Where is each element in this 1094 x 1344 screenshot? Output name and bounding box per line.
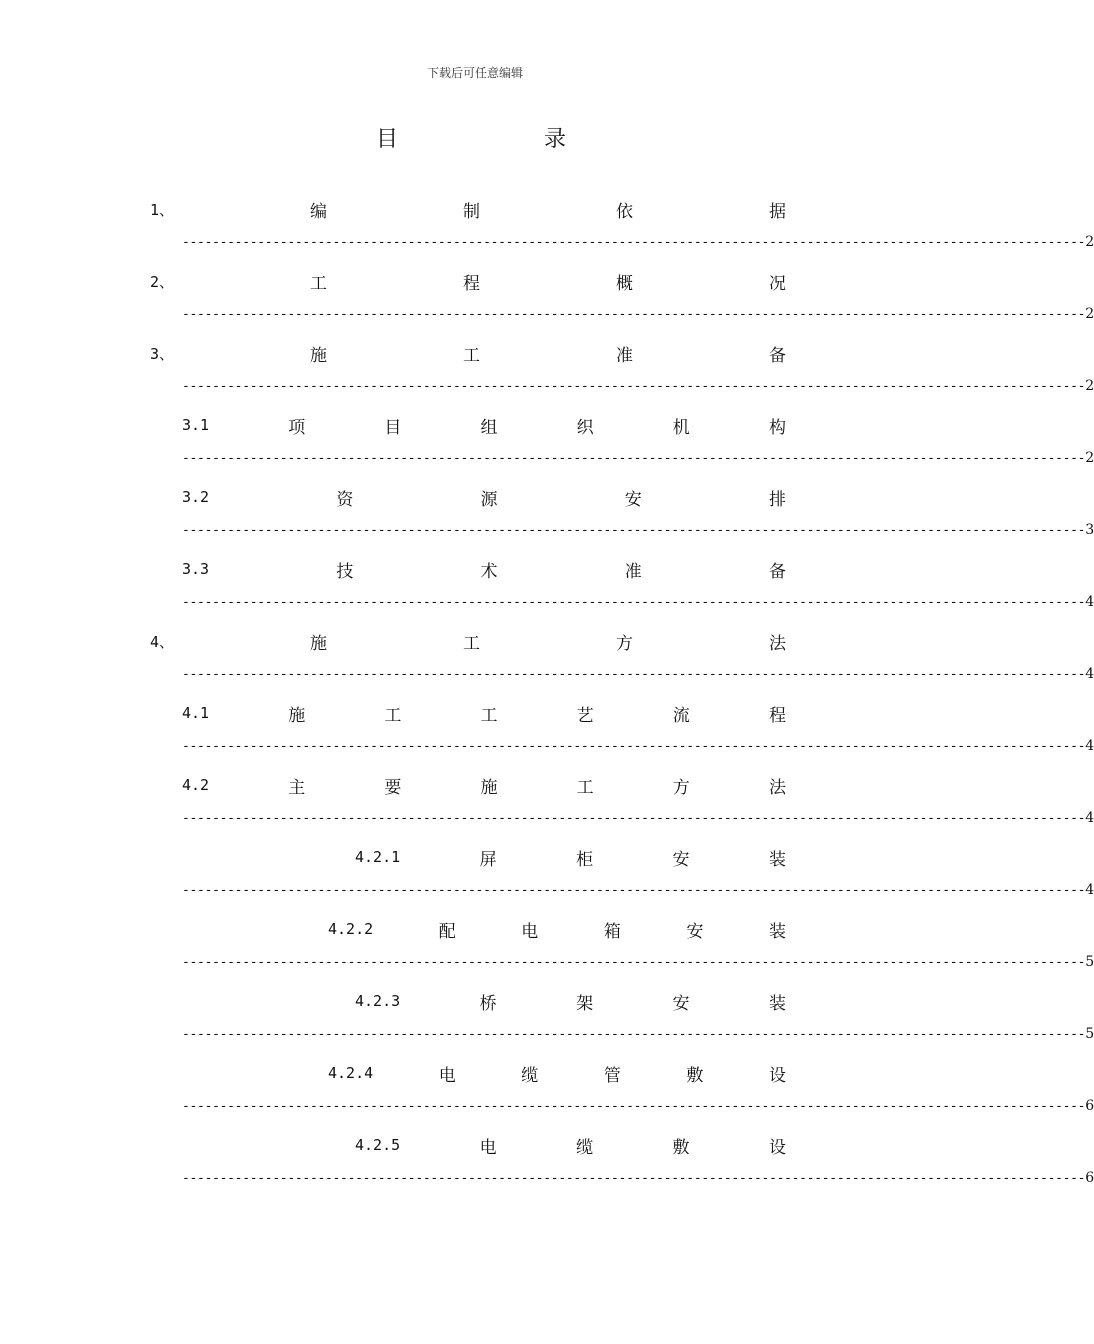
toc-entry-heading	[150, 340, 786, 366]
toc-entry-page: 4	[1085, 882, 1094, 898]
toc-entry-char: 备	[768, 345, 786, 366]
toc-entry-heading	[182, 556, 786, 582]
toc-entry-char: 架	[576, 993, 594, 1014]
toc-entry-char: 资	[336, 489, 354, 510]
toc-entry-leader	[182, 304, 1094, 324]
toc-entry[interactable]	[0, 484, 1094, 556]
toc-entry-char: 工	[310, 273, 328, 294]
toc-entry-char: 项	[288, 417, 306, 438]
toc-entry-heading	[182, 484, 786, 510]
toc-entry[interactable]	[0, 700, 1094, 772]
toc-entry-number: 4、	[150, 632, 175, 651]
toc-entry-heading	[182, 412, 786, 438]
toc-entry-leader	[182, 952, 1094, 972]
title-char: 录	[544, 127, 567, 152]
toc-entry-char: 主	[288, 777, 306, 798]
toc-entry-char: 程	[463, 273, 480, 294]
toc-entry-char: 电	[521, 921, 539, 942]
toc-entry-char: 机	[672, 417, 690, 438]
toc-entry-number: 3.3	[182, 560, 210, 578]
toc-entry-char: 排	[768, 489, 786, 510]
toc-entry[interactable]	[0, 916, 1094, 988]
toc-entry-char: 法	[768, 777, 786, 798]
toc-entry[interactable]	[0, 1132, 1094, 1204]
toc-entry-char: 设	[768, 1137, 786, 1158]
toc-entry-char: 艺	[576, 705, 594, 726]
dash-leader: ------------------------------------------------------------------------------------------------------------------------	[182, 738, 1086, 754]
toc-entry-leader	[182, 880, 1094, 900]
toc-entry-page: 4	[1085, 810, 1094, 826]
toc-entry-char: 织	[576, 417, 594, 438]
toc-entry-char: 安	[624, 489, 642, 510]
toc-entry-char: 准	[615, 345, 633, 366]
toc-entry-char: 缆	[576, 1137, 594, 1158]
toc-entry-page: 2	[1085, 378, 1094, 394]
dash-leader: ------------------------------------------------------------------------------------------------------------------------	[182, 306, 1086, 322]
toc-entry-char: 施	[310, 633, 328, 654]
toc-entry-char: 方	[615, 633, 633, 654]
toc-entry[interactable]	[0, 412, 1094, 484]
dash-leader: ------------------------------------------------------------------------------------------------------------------------	[182, 1170, 1086, 1186]
dash-leader: ------------------------------------------------------------------------------------------------------------------------	[182, 1098, 1086, 1114]
toc-entry-char: 施	[288, 705, 306, 726]
toc-entry-char: 制	[463, 201, 480, 222]
toc-entry-page: 5	[1085, 1026, 1094, 1042]
dash-leader: ------------------------------------------------------------------------------------------------------------------------	[182, 1026, 1086, 1042]
toc-entry-char: 装	[768, 993, 786, 1014]
dash-leader: ------------------------------------------------------------------------------------------------------------------------	[182, 594, 1086, 610]
header-note: 下载后可任意编辑	[426, 66, 523, 80]
toc-entry-leader	[182, 1096, 1094, 1116]
toc-entry-number: 3.2	[182, 488, 210, 506]
toc-entry-char: 安	[672, 993, 690, 1014]
toc-entry-char: 依	[615, 201, 633, 222]
toc-entry-char: 设	[768, 1065, 786, 1086]
toc-entry-number: 4.1	[182, 704, 210, 722]
toc-entry-page: 4	[1085, 738, 1094, 754]
toc-entry-leader	[182, 1024, 1094, 1044]
toc-entry-char: 配	[438, 921, 456, 942]
toc-entry[interactable]	[0, 340, 1094, 412]
toc-entry[interactable]	[0, 772, 1094, 844]
toc-entry-char: 敷	[672, 1137, 690, 1158]
toc-entry-char: 据	[768, 201, 786, 222]
toc-entry-char: 敷	[686, 1065, 704, 1086]
toc-entry-char: 术	[480, 561, 498, 582]
toc-entry[interactable]	[0, 556, 1094, 628]
toc-entry-char: 构	[768, 417, 786, 438]
toc-entry[interactable]	[0, 196, 1094, 268]
toc-entry-char: 备	[768, 561, 786, 582]
toc-entry-char: 屏	[479, 849, 497, 870]
toc-entry-page: 2	[1085, 234, 1094, 250]
toc-entry-char: 柜	[576, 849, 594, 870]
toc-entry-page: 3	[1085, 522, 1094, 538]
toc-entry-number: 3、	[150, 344, 175, 363]
toc-entry-heading	[150, 196, 786, 222]
toc-entry-leader	[182, 232, 1094, 252]
toc-entry[interactable]	[0, 988, 1094, 1060]
toc-entry-char: 流	[672, 705, 690, 726]
toc-entry-number: 4.2.2	[328, 920, 374, 938]
toc-entry-leader	[182, 664, 1094, 684]
toc-entry-char: 缆	[521, 1065, 539, 1086]
toc-entry-char: 安	[672, 849, 690, 870]
toc-entry-heading	[150, 628, 786, 654]
toc-entry[interactable]	[0, 268, 1094, 340]
toc-entry-char: 工	[480, 705, 498, 726]
toc-entry[interactable]	[0, 844, 1094, 916]
toc-entry-number: 4.2.3	[355, 992, 401, 1010]
toc-entry-heading	[355, 988, 786, 1014]
toc-entry-heading	[355, 844, 786, 870]
toc-entry-page: 5	[1085, 954, 1094, 970]
toc-entry-heading	[355, 1132, 786, 1158]
dash-leader: ------------------------------------------------------------------------------------------------------------------------	[182, 882, 1086, 898]
toc-entry-number: 4.2.1	[355, 848, 401, 866]
toc-entry-char: 目	[384, 417, 402, 438]
toc-entry-char: 源	[480, 489, 498, 510]
toc-entry-char: 箱	[603, 921, 621, 942]
toc-entry-char: 组	[480, 417, 498, 438]
toc-entry[interactable]	[0, 628, 1094, 700]
toc-entry-char: 概	[615, 273, 633, 294]
toc-entry-char: 施	[310, 345, 328, 366]
toc-entry[interactable]	[0, 1060, 1094, 1132]
toc-entry-char: 工	[463, 633, 480, 654]
toc-entry-heading	[182, 700, 786, 726]
dash-leader: ------------------------------------------------------------------------------------------------------------------------	[182, 450, 1086, 466]
toc-entry-number: 1、	[150, 200, 175, 219]
toc-entry-heading	[182, 772, 786, 798]
toc-entry-page: 6	[1085, 1170, 1094, 1186]
toc-entry-char: 安	[686, 921, 704, 942]
toc-entry-char: 电	[438, 1065, 456, 1086]
toc-entry-char: 电	[479, 1137, 497, 1158]
toc-entry-char: 工	[463, 345, 480, 366]
toc-entry-char: 法	[768, 633, 786, 654]
toc-entry-char: 要	[384, 777, 402, 798]
toc-entry-heading	[328, 916, 786, 942]
toc-entry-char: 准	[624, 561, 642, 582]
toc-entry-page: 6	[1085, 1098, 1094, 1114]
toc-entry-number: 4.2.4	[328, 1064, 374, 1082]
toc-entry-page: 2	[1085, 450, 1094, 466]
toc-entry-char: 管	[603, 1065, 621, 1086]
toc-entry-number: 4.2.5	[355, 1136, 401, 1154]
toc-entry-char: 施	[480, 777, 498, 798]
toc-entry-char: 编	[310, 201, 328, 222]
toc-entry-char: 方	[672, 777, 690, 798]
dash-leader: ------------------------------------------------------------------------------------------------------------------------	[182, 234, 1086, 250]
toc-entry-number: 2、	[150, 272, 175, 291]
toc-entry-char: 技	[336, 561, 354, 582]
dash-leader: ------------------------------------------------------------------------------------------------------------------------	[182, 666, 1086, 682]
toc-entry-number: 4.2	[182, 776, 210, 794]
toc-entry-char: 桥	[479, 993, 497, 1014]
dash-leader: ------------------------------------------------------------------------------------------------------------------------	[182, 378, 1086, 394]
toc-entry-leader	[182, 592, 1094, 612]
toc-entry-char: 程	[768, 705, 786, 726]
dash-leader: ------------------------------------------------------------------------------------------------------------------------	[182, 522, 1086, 538]
toc-entry-leader	[182, 448, 1094, 468]
dash-leader: ------------------------------------------------------------------------------------------------------------------------	[182, 810, 1086, 826]
toc-entry-page: 2	[1085, 306, 1094, 322]
toc-entry-page: 4	[1085, 666, 1094, 682]
dash-leader: ------------------------------------------------------------------------------------------------------------------------	[182, 954, 1086, 970]
title-char: 目	[376, 127, 399, 152]
toc-entry-leader	[182, 736, 1094, 756]
toc-entry-char: 装	[768, 849, 786, 870]
toc-entry-char: 况	[768, 273, 786, 294]
toc-entry-heading	[328, 1060, 786, 1086]
toc-entry-number: 3.1	[182, 416, 210, 434]
toc-entry-heading	[150, 268, 786, 294]
toc-entry-char: 装	[768, 921, 786, 942]
toc-entry-leader	[182, 808, 1094, 828]
toc-entry-leader	[182, 1168, 1094, 1188]
toc-entry-char: 工	[384, 705, 402, 726]
toc-entry-leader	[182, 376, 1094, 396]
toc-entry-leader	[182, 520, 1094, 540]
toc-entry-page: 4	[1085, 594, 1094, 610]
toc-entry-char: 工	[576, 777, 594, 798]
